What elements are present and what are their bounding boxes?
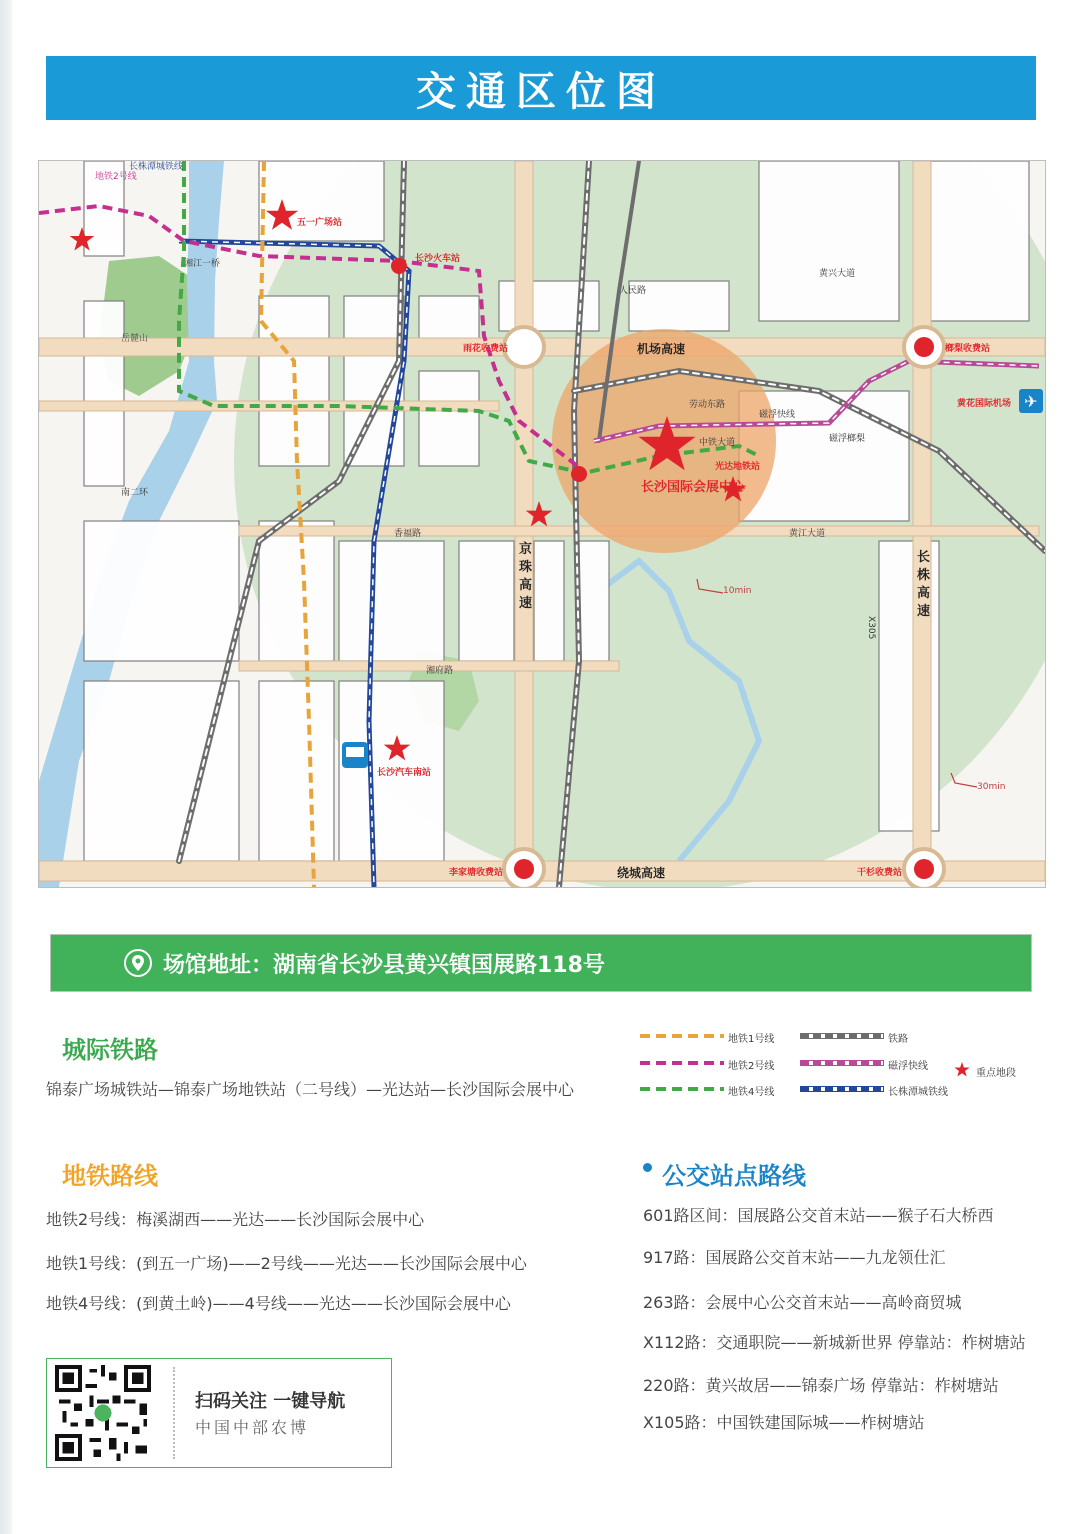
metro-title: 地铁路线 — [62, 1162, 158, 1190]
svg-text:磁浮快线: 磁浮快线 — [759, 410, 796, 420]
ring-30min-label: 30min — [977, 782, 1006, 792]
bus-title: 公交站点路线 — [662, 1162, 806, 1190]
page-title: 交通区位图 — [416, 68, 666, 115]
legend-metro2-label: 地铁2号线 — [728, 1061, 775, 1072]
svg-text:香福路: 香福路 — [394, 529, 422, 539]
legend-metro1-swatch — [640, 1034, 724, 1038]
legend-metro4-swatch — [640, 1087, 724, 1091]
svg-text:南二环: 南二环 — [121, 488, 149, 498]
legend-maglev-swatch — [800, 1060, 884, 1066]
legend-railway-swatch — [800, 1033, 884, 1039]
changzhu-expressway-road — [913, 161, 931, 887]
legend-intercity-label: 长株潭城铁线 — [888, 1087, 948, 1098]
transport-map — [38, 160, 1046, 888]
svg-text:李家塘收费站: 李家塘收费站 — [449, 868, 504, 878]
metro-route-3: 地铁4号线：(到黄土岭)——4号线——光达——长沙国际会展中心 — [46, 1294, 511, 1313]
legend-metro1-label: 地铁1号线 — [728, 1034, 775, 1045]
svg-text:劳动东路: 劳动东路 — [689, 400, 726, 410]
svg-text:磁浮榔梨: 磁浮榔梨 — [829, 434, 866, 444]
svg-text:黄江大道: 黄江大道 — [789, 529, 826, 539]
legend-intercity-swatch — [800, 1086, 884, 1092]
legend-key-point-label: 重点地段 — [976, 1068, 1016, 1079]
legend-maglev-label: 磁浮快线 — [888, 1061, 928, 1072]
svg-text:京珠高速: 京珠高速 — [519, 542, 533, 611]
bus-route-220: 220路：黄兴故居——锦泰广场 停靠站：柞树塘站 — [643, 1376, 999, 1395]
legend-metro2-swatch — [640, 1061, 724, 1065]
svg-text:绕城高速: 绕城高速 — [617, 866, 666, 880]
svg-text:湘江一桥: 湘江一桥 — [184, 259, 221, 269]
qr-divider — [173, 1367, 175, 1459]
svg-text:五一广场站: 五一广场站 — [297, 218, 343, 228]
svg-text:地铁2号线: 地铁2号线 — [95, 172, 137, 182]
key-point-star-icon — [954, 1062, 970, 1078]
svg-text:长沙火车站: 长沙火车站 — [415, 254, 461, 264]
svg-text:湘府路: 湘府路 — [426, 666, 454, 676]
legend-railway-label: 铁路 — [888, 1034, 908, 1045]
svg-text:长株高速: 长株高速 — [917, 550, 931, 619]
header-banner — [46, 56, 1036, 120]
svg-text:✈: ✈ — [1024, 394, 1038, 411]
qr-scan-text: 扫码关注 一键导航 — [195, 1391, 346, 1412]
svg-text:干杉收费站: 干杉收费站 — [857, 868, 903, 878]
bus-route-917: 917路：国展路公交首末站——九龙领仕汇 — [643, 1248, 946, 1267]
intercity-route: 锦泰广场城铁站—锦泰广场地铁站（二号线）—光达站—长沙国际会展中心 — [46, 1080, 575, 1099]
svg-text:中铁大道: 中铁大道 — [699, 438, 736, 448]
svg-text:黄兴大道: 黄兴大道 — [819, 269, 856, 279]
expo-center-label: 长沙国际会展中心 — [641, 480, 746, 495]
bus-route-x112: X112路：交通职院——新城新世界 停靠站：柞树塘站 — [643, 1333, 1026, 1352]
bus-route-601: 601路区间：国展路公交首末站——猴子石大桥西 — [643, 1206, 994, 1225]
qr-code-icon[interactable] — [55, 1365, 151, 1461]
page-side-stripe — [0, 0, 12, 1534]
svg-text:雨花收费站: 雨花收费站 — [463, 344, 509, 354]
jingzhu-expressway-road — [515, 161, 533, 887]
svg-text:光达地铁站: 光达地铁站 — [715, 462, 761, 472]
bus-route-x105: X105路：中国铁建国际城——柞树塘站 — [643, 1413, 925, 1432]
svg-text:X305: X305 — [866, 616, 876, 640]
bus-route-263: 263路：会展中心公交首末站——高岭商贸城 — [643, 1293, 962, 1312]
bus-title-bullet — [643, 1163, 652, 1172]
legend-metro4-label: 地铁4号线 — [728, 1087, 775, 1098]
svg-text:机场高速: 机场高速 — [637, 342, 686, 356]
svg-text:长沙汽车南站: 长沙汽车南站 — [377, 768, 432, 778]
venue-address: 场馆地址：湖南省长沙县黄兴镇国展路118号 — [163, 952, 605, 978]
ring-10min-label: 10min — [723, 586, 752, 596]
svg-text:岳麓山: 岳麓山 — [121, 334, 149, 344]
location-pin-icon — [123, 948, 153, 978]
svg-text:长株潭城铁线: 长株潭城铁线 — [129, 162, 184, 172]
svg-text:黄花国际机场: 黄花国际机场 — [957, 399, 1012, 409]
map-legend — [636, 1026, 1056, 1106]
qr-brand-text: 中国中部农博 — [195, 1418, 310, 1437]
svg-text:榔梨收费站: 榔梨收费站 — [945, 344, 991, 354]
metro-route-2: 地铁1号线：(到五一广场)——2号线——光达——长沙国际会展中心 — [46, 1254, 527, 1273]
intercity-title: 城际铁路 — [62, 1036, 158, 1064]
svg-text:人民路: 人民路 — [619, 286, 647, 296]
venue-address-bar — [50, 934, 1032, 992]
qr-code-card[interactable] — [46, 1358, 392, 1468]
metro-route-1: 地铁2号线：梅溪湖西——光达——长沙国际会展中心 — [46, 1210, 425, 1229]
